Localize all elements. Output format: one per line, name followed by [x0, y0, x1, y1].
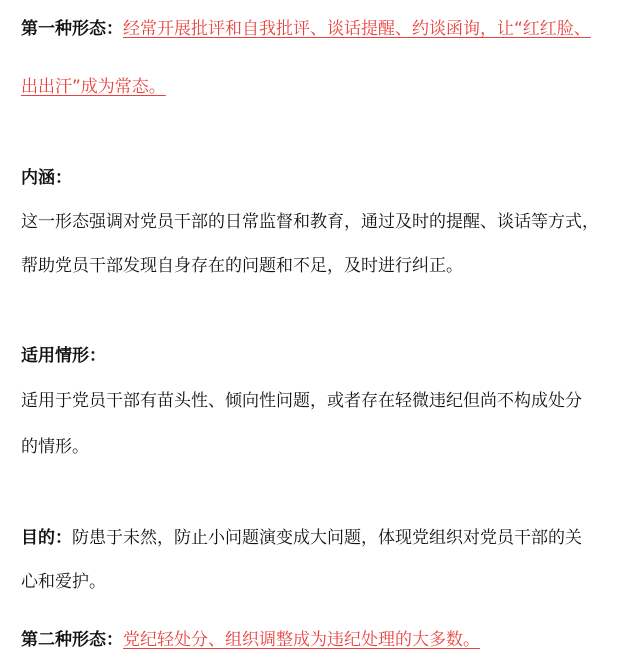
purpose-text-part1: 防患于未然，防止小问题演变成大问题，体现党组织对党员干部的关 — [72, 528, 582, 548]
form1-line1 — [21, 17, 591, 41]
form1-description-part2: 出出汗”成为常态。 — [21, 77, 166, 97]
connotation-heading: 内涵： — [21, 168, 72, 188]
form2-line1 — [21, 628, 480, 652]
applicable-heading: 适用情形： — [21, 346, 106, 366]
form1-label: 第一种形态： — [21, 19, 123, 39]
form2-label: 第二种形态： — [21, 630, 123, 650]
purpose-line1 — [21, 526, 582, 550]
applicable-text-line1: 适用于党员干部有苗头性、倾向性问题，或者存在轻微违纪但尚不构成处分 — [21, 391, 582, 411]
purpose-label: 目的： — [21, 528, 72, 548]
form2-description: 党纪轻处分、组织调整成为违纪处理的大多数。 — [123, 630, 480, 650]
applicable-text-line2: 的情形。 — [21, 437, 89, 457]
connotation-text-line1: 这一形态强调对党员干部的日常监督和教育，通过及时的提醒、谈话等方式， — [21, 212, 599, 232]
form1-line2 — [21, 75, 166, 99]
connotation-text-line2: 帮助党员干部发现自身存在的问题和不足，及时进行纠正。 — [21, 256, 463, 276]
form1-description-part1: 经常开展批评和自我批评、谈话提醒、约谈函询，让“红红脸、 — [123, 19, 591, 39]
purpose-text-line2: 心和爱护。 — [21, 572, 106, 592]
